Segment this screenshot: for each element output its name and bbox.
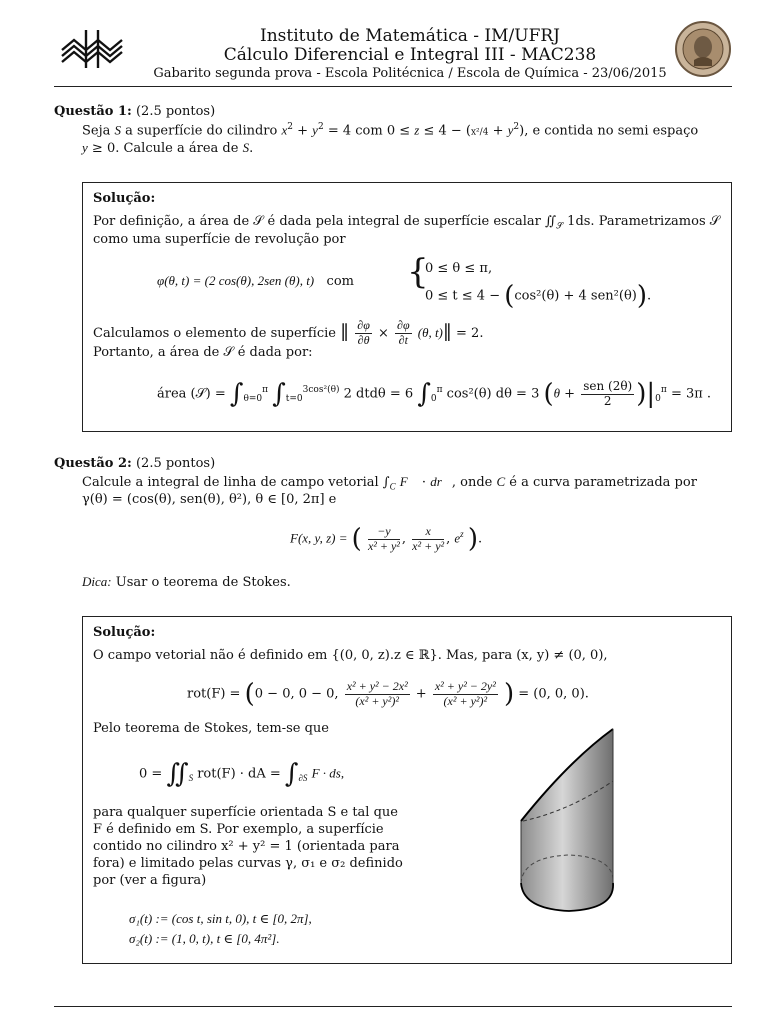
q1-statement-line1: Seja S a superfície do cilindro $x^2 + y^2 = 4$ com $0 \le z \le 4 - (x^2/4 + y^2)$, e contida no semi espaço	[82, 122, 699, 139]
q2-statement-line2: γ(θ) = (cos(θ), sen(θ), θ²), θ ∈ [0, 2π] e	[82, 492, 337, 507]
q2-statement-line1: Calcule a integral de linha de campo vetorial $\int_C$ F⃗ · dr⃗, onde C é a curva parametrizada por	[82, 474, 697, 492]
q1-points: (2.5 pontos)	[135, 104, 216, 119]
q1-statement-line2: y ≥ 0. Calcule a área de S.	[82, 140, 254, 156]
q2-sigma1: σ₁(t) := (cos t, sin t, 0), t ∈ [0, 2π],	[129, 911, 312, 926]
q1-heading	[54, 104, 215, 119]
q1-brace: {	[407, 252, 429, 292]
header-subtitle: Gabarito segunda prova - Escola Politécnica / Escola de Química - 23/06/2015	[153, 66, 667, 81]
q1-elem: Calculamos o elemento de superfície ‖ $\frac{\partial\varphi}{\partial\theta}$ × $\frac{\partial\varphi}{\partial t}$ (θ, t)‖ = 2.	[93, 318, 484, 347]
q1-sol-line1: Por definição, a área de 𝒮 é dada pela integral de superfície escalar $∬_𝒮$ 1ds. Parametrizamos 𝒮	[93, 214, 720, 232]
q2-title: Questão 2:	[54, 456, 132, 471]
q2-text-1: para qualquer superfície orientada S e tal que	[93, 805, 398, 820]
q2-text-4: fora) e limitado pelas curvas γ, σ₁ e σ₂ definido	[93, 856, 403, 871]
q2-dica: Dica: Usar o teorema de Stokes.	[82, 574, 291, 590]
q1-cond2: 0 ≤ t ≤ 4 − (cos²(θ) + 4 sen²(θ)).	[425, 281, 652, 311]
q2-rot-formula: rot(F) = (0 − 0, 0 − 0, $\frac{\text{x² + y² − 2x²}}{\text{(x² + y²)²}}$ + $\frac{\text{x² + y² − 2y²}}{\text{(x² + y²)²}}$ ) = (0, 0, 0).	[187, 678, 589, 709]
q2-solution-box	[82, 616, 732, 964]
q1-title: Questão 1:	[54, 104, 132, 119]
q2-points: (2.5 pontos)	[135, 456, 216, 471]
q2-heading	[54, 456, 215, 471]
header-course: Cálculo Diferencial e Integral III - MAC238	[223, 45, 597, 65]
q2-sol-line1: O campo vetorial não é definido em {(0, 0, z).z ∈ ℝ}. Mas, para (x, y) ≠ (0, 0),	[93, 648, 608, 663]
q2-field: F(x, y, z) = ( $\frac{-y}{\text{x² + y²}}$ , $\frac{x}{\text{x² + y²}}$ , $e^z$ ).	[290, 523, 483, 554]
q1-solution-box	[82, 182, 732, 432]
q2-text-5: por (ver a figura)	[93, 873, 207, 888]
q1-sol-title: Solução:	[93, 191, 156, 206]
q2-sigma2: σ₂(t) := (1, 0, t), t ∈ [0, 4π²].	[129, 931, 280, 946]
q2-stokes-formula: $0 = ∬_S$ rot(F) · dA = $\int_{\partial S}$ F · ds,	[139, 759, 345, 789]
q2-text-2: F é definido em S. Por exemplo, a superfície	[93, 822, 384, 837]
q2-text-3: contido no cilindro x² + y² = 1 (orientada para	[93, 839, 400, 854]
q1-cond1: 0 ≤ θ ≤ π,	[425, 261, 493, 276]
im-logo	[60, 26, 130, 70]
header-institution: Instituto de Matemática - IM/UFRJ	[259, 26, 560, 46]
q1-portanto: Portanto, a área de 𝒮 é dada por:	[93, 345, 313, 360]
cylinder-surface-figure	[419, 721, 709, 951]
q2-sol-title: Solução:	[93, 625, 156, 640]
q1-param: φ(θ, t) = (2 cos(θ), 2sen (θ), t) com	[157, 273, 354, 289]
q2-stokes: Pelo teorema de Stokes, tem-se que	[93, 721, 329, 736]
header-rule	[54, 86, 732, 87]
footer-rule	[54, 1006, 732, 1007]
q1-sol-line2: como uma superfície de revolução por	[93, 232, 346, 247]
q1-area-formula: área (𝒮) = $\int_{\theta=0}^\pi$ $\int_{t=0}^{3cos^2(\theta)}$ 2 dtdθ = 6 $\int_0^\pi$ cos²(θ) dθ = 3 (θ + $\frac{\text{sen (2θ)}}{2}$ )$|_0^\pi = 3\pi$ .	[157, 378, 712, 409]
